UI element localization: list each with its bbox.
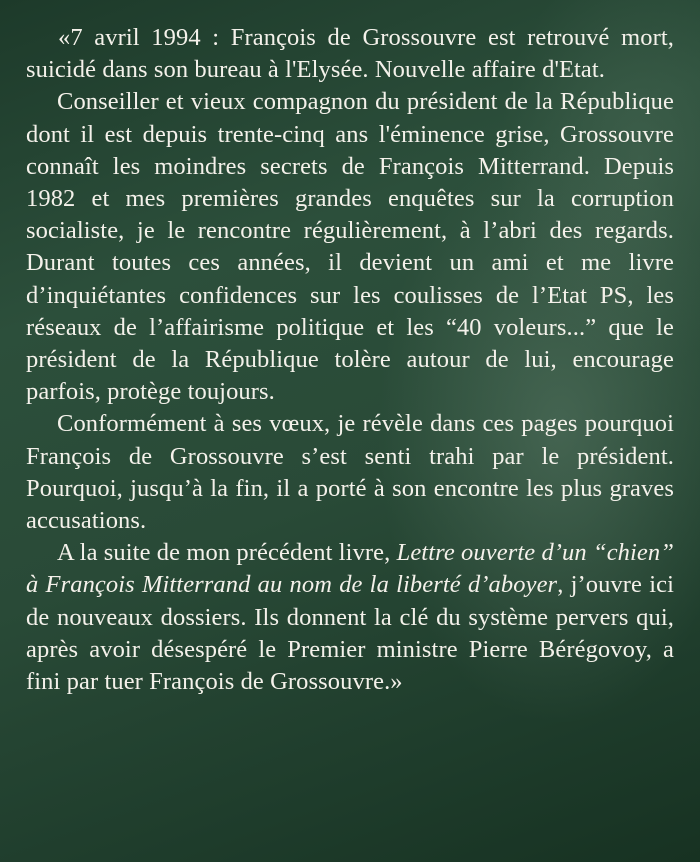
paragraph-1: «7 avril 1994 : François de Grossouvre est retrouvé mort, suicidé dans son bureau à l'Elysée. Nouvelle affaire d'Etat.: [26, 24, 674, 84]
paragraph-4-intro: A la suite de mon précédent livre,: [57, 539, 397, 567]
paragraph-4: [26, 537, 674, 698]
book-title: Lettre ouverte d’un “chien” à François Mitterrand au nom de la liberté d’aboyer: [26, 539, 674, 599]
paragraph-4-rest: , j’ouvre ici de nouveaux dossiers. Ils donnent la clé du système pervers qui, après avoir désespéré le Premier ministre Pierre Bérégovoy, a fini par tuer François de Grossouvre.»: [26, 571, 674, 696]
paragraph-3: Conformément à ses vœux, je révèle dans ces pages pourquoi François de Grossouvre s’est senti trahi par le président. Pourquoi, jusqu’à la fin, il a porté à son encontre les plus graves accusations.: [26, 410, 674, 535]
blurb-text: [26, 22, 674, 698]
paragraph-2: Conseiller et vieux compagnon du président de la République dont il est depuis trente-cinq ans l'éminence grise, Grossouvre connaît les moindres secrets de François Mitterrand. Depuis 1982 et mes premières grandes enquêtes sur la corruption socialiste, je le rencontre régulièrement, à l’abri des regards. Durant toutes ces années, il devient un ami et me livre d’inquiétantes confidences sur les coulisses de l’Etat PS, les réseaux de l’affairisme politique et les “40 voleurs...” que le président de la République tolère autour de lui, encourage parfois, protège toujours.: [26, 88, 674, 406]
